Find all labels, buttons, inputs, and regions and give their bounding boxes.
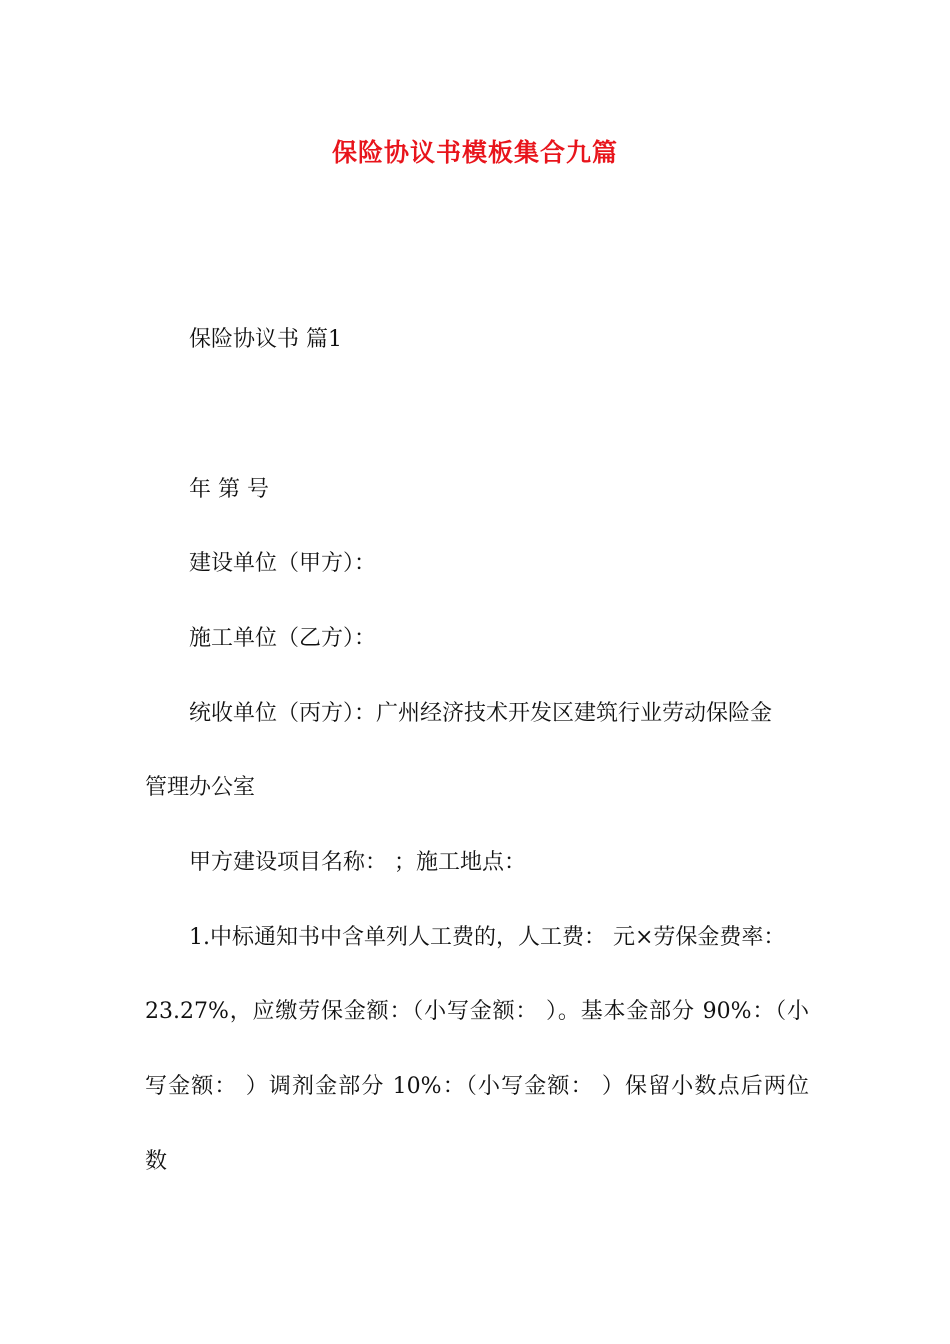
party-a-line: 建设单位（甲方）： xyxy=(189,551,377,576)
clause-1-line-4: 数 xyxy=(145,1149,168,1174)
project-line: 甲方建设项目名称： ；施工地点： xyxy=(189,850,526,875)
party-c-line: 统收单位（丙方）：广州经济技术开发区建筑行业劳动保险金 xyxy=(189,701,773,726)
document-title: 保险协议书模板集合九篇 xyxy=(331,138,618,167)
clause-1-line-3: 写金额： ）调剂金部分 10%：（小写金额： ）保留小数点后两位 xyxy=(145,1074,809,1099)
section-heading: 保险协议书 篇1 xyxy=(189,327,342,352)
number-line: 年 第 号 xyxy=(189,477,269,502)
party-c-line-continued: 管理办公室 xyxy=(145,775,256,800)
clause-1-line-2: 23.27%，应缴劳保金额：（小写金额： ）。基本金部分 90%：（小 xyxy=(145,999,809,1024)
clause-1-text-1: 1.中标通知书中含单列人工费的，人工费： 元×劳保金费率： xyxy=(189,925,786,950)
party-b-line: 施工单位（乙方）： xyxy=(189,626,377,651)
clause-1-line-1 xyxy=(189,923,809,953)
